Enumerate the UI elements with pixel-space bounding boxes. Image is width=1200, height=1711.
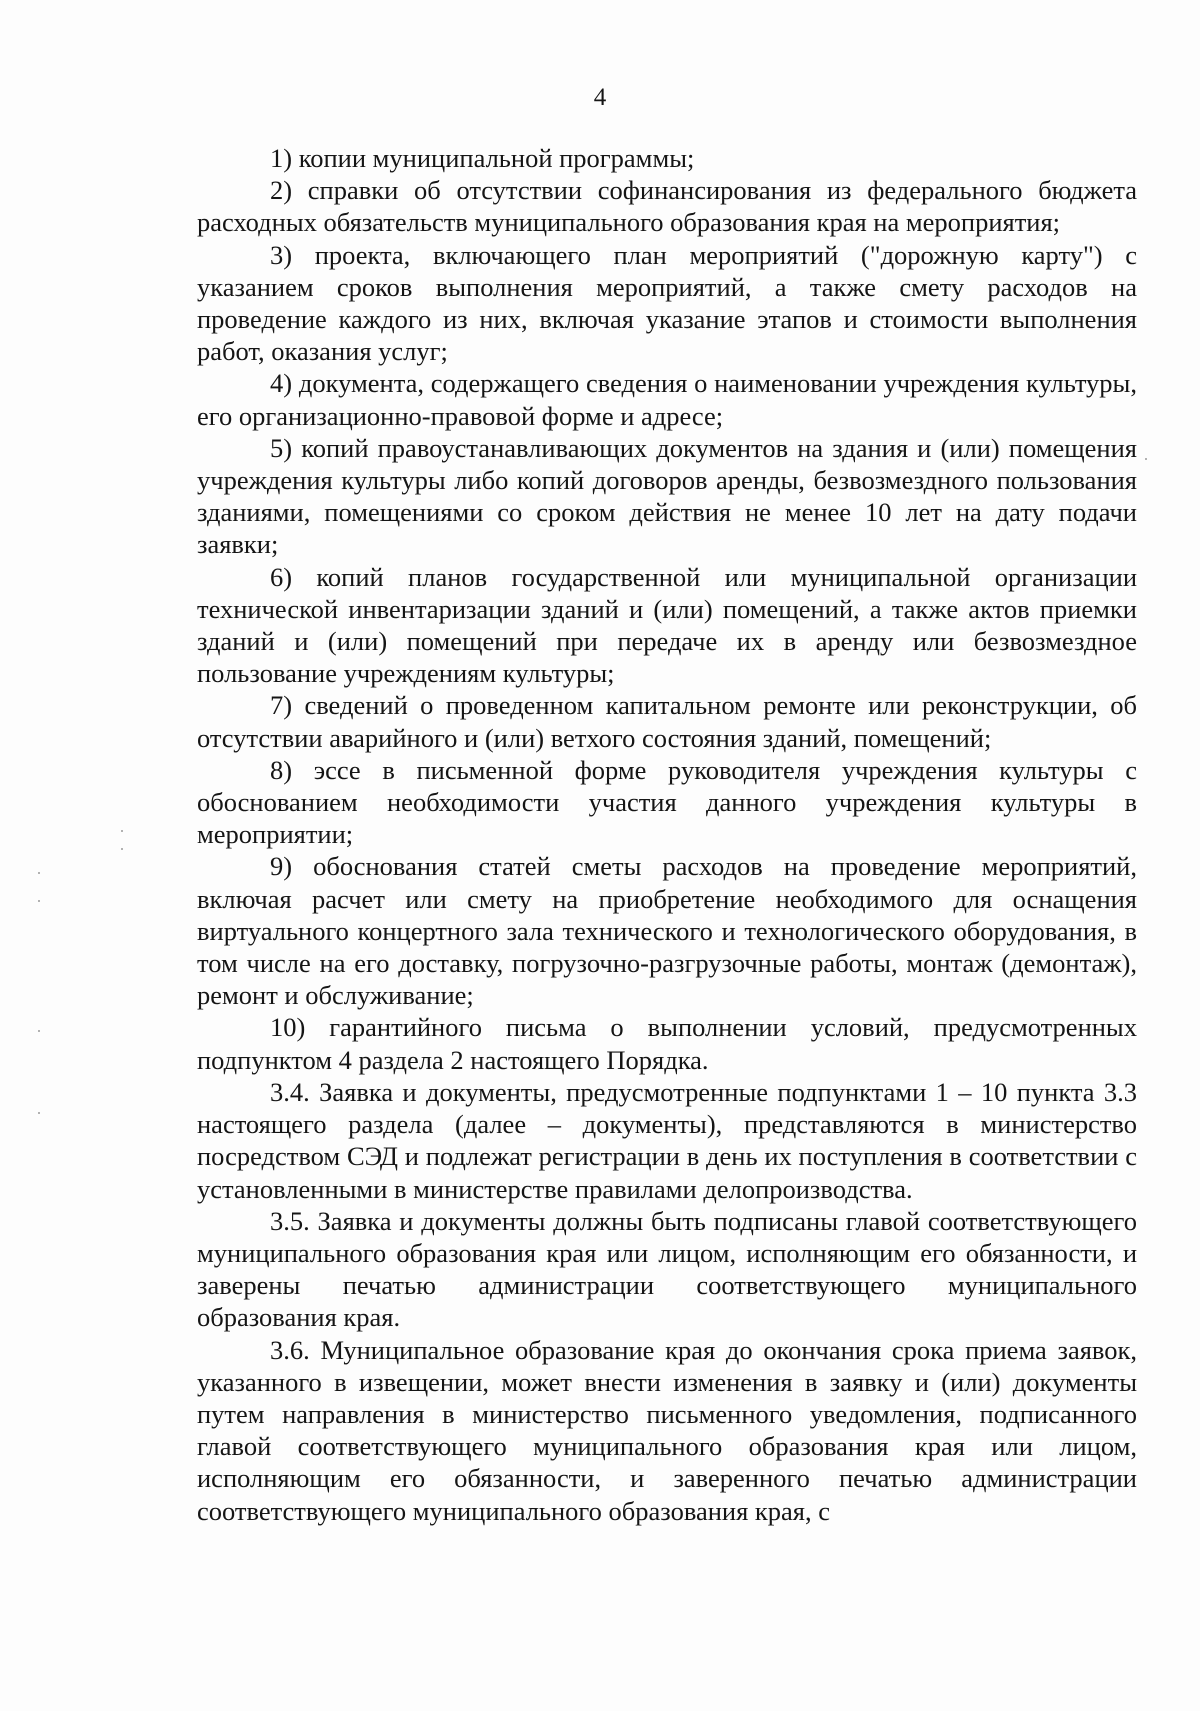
scan-artifact [38,1030,40,1032]
scan-artifact [1145,458,1147,460]
scan-artifact [38,1112,40,1114]
paragraph-item-1: 1) копии муниципальной программы; [270,143,695,173]
scan-artifact [38,872,40,874]
paragraph-item-6: 6) копий планов государственной или муниципальной организации технической инвентаризации зданий и (или) помещений, а также актов приемки зданий и (или) помещений при передаче их в аренду или безвозмездное пользование учреждениям культуры; [197,561,1137,689]
paragraph-item-9: 9) обоснования статей сметы расходов на проведение мероприятий, включая расчет или смету на приобретение необходимого для оснащения виртуального концертного зала технического и технологического оборудования, в том числе на его доставку, погрузочно-разгрузочные работы, монтаж (демонтаж), ремонт и обслуживание; [197,851,1137,1011]
paragraph-clause-3-4: 3.4. Заявка и документы, предусмотренные подпунктами 1 – 10 пункта 3.3 настоящего раздела (далее – документы), представляются в министерство посредством СЭД и подлежат регистрации в день их поступления в соответствии с установленными в министерстве правилами делопроизводства. [197,1076,1137,1204]
paragraph-clause-3-5: 3.5. Заявка и документы должны быть подписаны главой соответствующего муниципального образования края или лицом, исполняющим его обязанности, и заверены печатью администрации соответствующего муниципального образования края. [197,1205,1137,1333]
paragraph-item-8: 8) эссе в письменной форме руководителя учреждения культуры с обоснованием необходимости участия данного учреждения культуры в мероприятии; [197,754,1137,850]
paragraph-item-7: 7) сведений о проведенном капитальном ремонте или реконструкции, об отсутствии аварийного и (или) ветхого состояния зданий, помещений; [197,690,1137,753]
paragraph-item-4: 4) документа, содержащего сведения о наименовании учреждения культуры, его организационно-правовой форме и адресе; [197,368,1137,431]
paragraph-clause-3-6: 3.6. Муниципальное образование края до окончания срока приема заявок, указанного в извещении, может внести изменения в заявку и (или) документы путем направления в министерство письменного уведомления, подписанного главой соответствующего муниципального образования края или лицом, исполняющим его обязанности, и заверенного печатью администрации соответствующего муниципального образования края, с [197,1334,1137,1526]
paragraph-item-3: 3) проекта, включающего план мероприятий ("дорожную карту") с указанием сроков выполнения мероприятий, а также смету расходов на проведение каждого из них, включая указание этапов и стоимости выполнения работ, оказания услуг; [197,239,1137,367]
document-body [197,142,1137,1527]
paragraph-item-2: 2) справки об отсутствии софинансирования из федерального бюджета расходных обязательств муниципального образования края на мероприятия; [197,175,1137,238]
scan-artifact [121,848,123,850]
paragraph-item-5: 5) копий правоустанавливающих документов на здания и (или) помещения учреждения культуры либо копий договоров аренды, безвозмездного пользования зданиями, помещениями со сроком действия не менее 10 лет на дату подачи заявки; [197,432,1137,560]
scan-artifact [121,830,123,832]
scan-artifact [38,900,40,902]
paragraph-item-10: 10) гарантийного письма о выполнении условий, предусмотренных подпунктом 4 раздела 2 настоящего Порядка. [197,1012,1137,1075]
page-number: 4 [593,84,607,111]
